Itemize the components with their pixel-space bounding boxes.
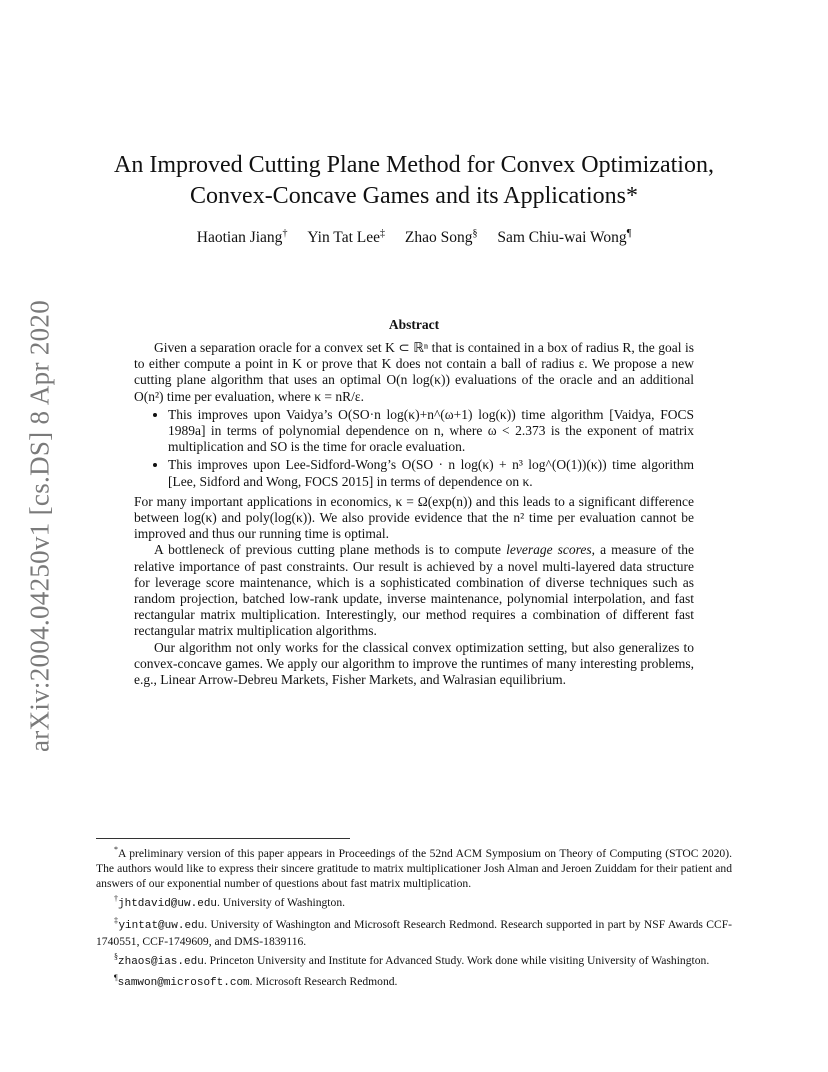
abstract-paragraph-3 [134,542,694,639]
abstract-body [134,340,694,688]
footnote-mark: § [114,951,118,961]
abstract-text: , a measure of the relative importance of past constraints. Our result is achieved by a novel multi-layered data structure for leverage score maintenance, which is a sophisticated combination of diverse techniques such as random projection, batched low-rank update, inverse maintenance, polynomial interpolation, and fast rectangular matrix multiplication. Interestingly, our method requires a combination of different fast rectangular matrix multiplication algorithms. [134,542,695,639]
email-link[interactable]: yintat@uw.edu [118,919,205,932]
abstract-bullet: • This improves upon Lee-Sidford-Wong’s O(SO · n log(κ) + n³ log^(O(1))(κ)) time algorithm [Lee, Sidford and Wong, FOCS 2015] in terms of dependence on κ. [168,457,694,489]
author-mark: ¶ [626,228,632,239]
footnote-mark: * [114,845,118,854]
abstract-heading: Abstract [388,317,440,332]
author-mark: † [282,228,288,239]
footnote-text: A preliminary version of this paper appears in Proceedings of the 52nd ACM Symposium on Theory of Computing (STOC 2020). The authors would like to express their sincere gratitude to matrix multiplicationer Josh Alman and Jeroen Zuiddam for their patient and answers of our exponential number of questions about fast matrix multiplication. [96,846,732,891]
email-link[interactable]: zhaos@ias.edu [118,955,204,968]
abstract-text: A bottleneck of previous cutting plane methods is to compute [154,542,507,558]
author-mark: ‡ [379,228,385,239]
author-name: Yin Tat Lee [307,229,380,247]
footnote-mark: ‡ [114,915,119,925]
arxiv-identifier [24,294,56,758]
footnote [96,970,732,991]
author [405,229,478,246]
author-list [80,228,748,247]
email-link[interactable]: jhtdavid@uw.edu [118,898,218,911]
arxiv-identifier-text: arXiv:2004.04250v1 [cs.DS] 8 Apr 2020 [24,299,55,753]
footnote-text: . University of Washington. [217,896,346,910]
footnote-divider [96,838,350,839]
paper-title [80,150,748,212]
footnote [96,842,732,891]
abstract-paragraph-2: For many important applications in economics, κ = Ω(exp(n)) and this leads to a significant difference between log(κ) and poly(log(κ)). We also provide evidence that the n² time per evaluation cannot be improved and thus our running time is optimal. [134,493,694,542]
title-line-2: Convex-Concave Games and its Applications* [190,183,638,209]
footnote-text: . Microsoft Research Redmond. [249,974,398,988]
footnote-text: . Princeton University and Institute for Advanced Study. Work done while visiting University of Washington. [203,953,710,967]
abstract-intro: Given a separation oracle for a convex set K ⊂ ℝⁿ that is contained in a box of radius R, the goal is to either compute a point in K or prove that K does not contain a ball of radius ε. We propose a new cutting plane algorithm that uses an optimal O(n log(κ)) evaluations of the oracle and an additional O(n²) time per evaluation, where κ = nR/ε. [134,340,694,404]
abstract-paragraph-4: Our algorithm not only works for the classical convex optimization setting, but also generalizes to convex-concave games. We apply our algorithm to improve the runtimes of many interesting problems, e.g., Linear Arrow-Debreu Markets, Fisher Markets, and Walrasian equilibrium. [134,639,694,688]
author-name: Zhao Song [404,229,473,247]
footnote [96,949,732,970]
footnote-text: . University of Washington and Microsoft Research Redmond. Research supported in part by NSF Awards CCF-1740551, CCF-1749609, and DMS-1839116. [96,917,733,948]
footnote-mark: ¶ [114,972,118,982]
footnote [96,913,732,949]
author-name: Sam Chiu-wai Wong [497,229,627,247]
author [307,229,385,246]
author [197,229,288,246]
abstract-bullet: • This improves upon Vaidya’s O(SO·n log(κ)+n^(ω+1) log(κ)) time algorithm [Vaidya, FOCS 1989a] in terms of polynomial dependence on n, where ω < 2.373 is the exponent of matrix multiplication and SO is the time for oracle evaluation. [168,407,694,456]
author [497,229,631,246]
abstract-bullets [134,407,694,490]
footnotes [96,842,732,991]
author-name: Haotian Jiang [196,229,283,247]
footnote [96,891,732,912]
title-line-1: An Improved Cutting Plane Method for Convex Optimization, [114,152,714,178]
footnote-mark: † [114,894,118,904]
emphasis-leverage-scores: leverage scores [506,542,592,558]
author-mark: § [472,228,478,239]
email-link[interactable]: samwon@microsoft.com [117,976,250,989]
